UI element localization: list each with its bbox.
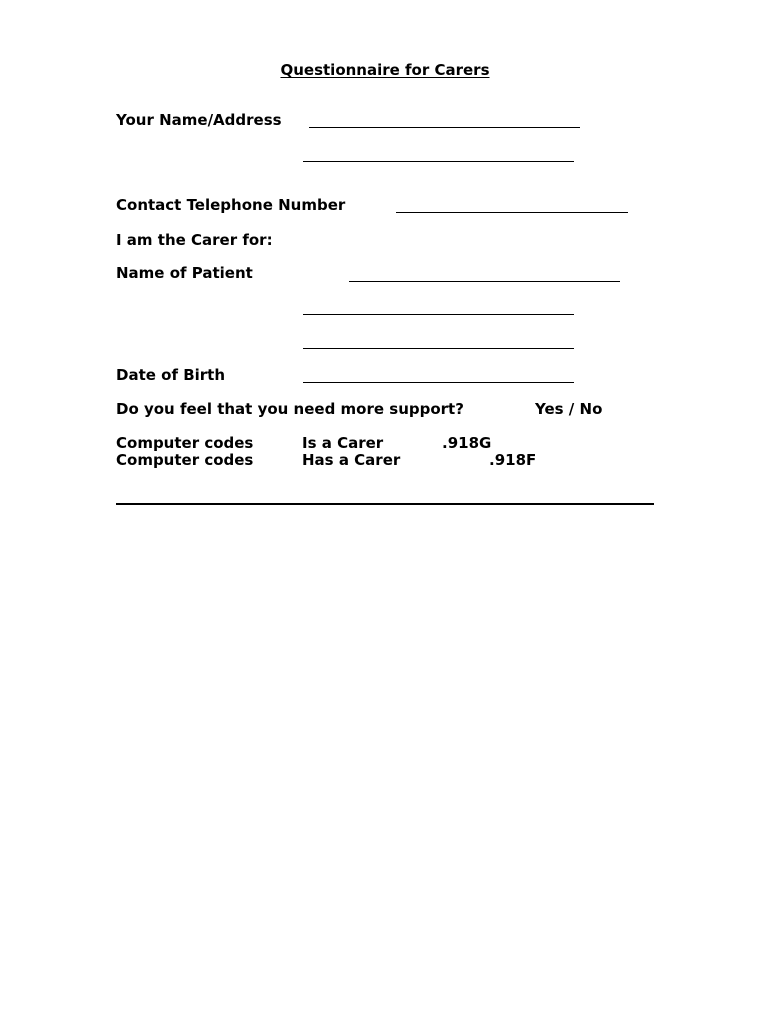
dob-line[interactable] xyxy=(303,382,574,383)
computer-codes-code-1: .918G xyxy=(442,434,492,452)
telephone-line[interactable] xyxy=(396,212,628,213)
patient-address-line-2[interactable] xyxy=(303,348,574,349)
carer-for-label: I am the Carer for: xyxy=(116,231,273,249)
name-address-label: Your Name/Address xyxy=(116,111,282,129)
patient-name-label: Name of Patient xyxy=(116,264,253,282)
document-title: Questionnaire for Carers xyxy=(280,61,490,79)
support-options[interactable]: Yes / No xyxy=(535,400,603,418)
computer-codes-description-2: Has a Carer xyxy=(302,451,401,469)
name-address-line-1[interactable] xyxy=(309,127,580,128)
dob-label: Date of Birth xyxy=(116,366,226,384)
patient-address-line-1[interactable] xyxy=(303,314,574,315)
computer-codes-code-2: .918F xyxy=(489,451,537,469)
bottom-divider xyxy=(116,503,654,505)
computer-codes-label-2: Computer codes xyxy=(116,451,254,469)
computer-codes-description-1: Is a Carer xyxy=(302,434,384,452)
name-address-line-2[interactable] xyxy=(303,161,574,162)
computer-codes-label-1: Computer codes xyxy=(116,434,254,452)
support-question: Do you feel that you need more support? xyxy=(116,400,464,418)
patient-name-line[interactable] xyxy=(349,281,620,282)
telephone-label: Contact Telephone Number xyxy=(116,196,346,214)
